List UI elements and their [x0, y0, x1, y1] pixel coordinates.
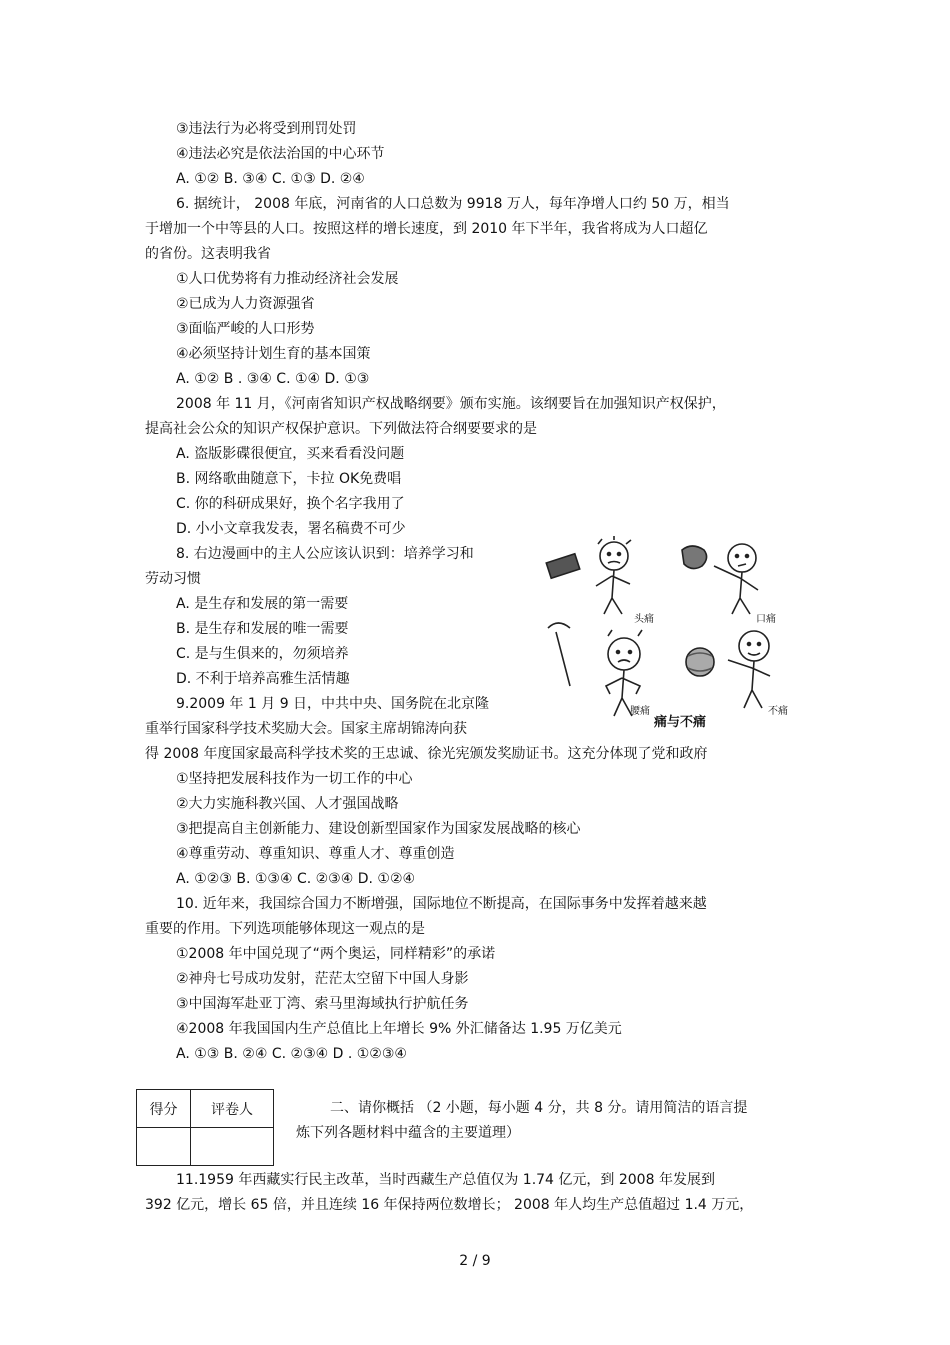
- score-table: [136, 1089, 274, 1166]
- text-line: 10. 近年来，我国综合国力不断增强，国际地位不断提高，在国际事务中发挥着越来越: [176, 896, 707, 912]
- text-line: ④2008 年我国国内生产总值比上年增长 9% 外汇储备达 1.95 万亿美元: [176, 1021, 622, 1037]
- text-line: 6. 据统计， 2008 年底，河南省的人口总数为 9918 万人，每年净增人口约 50 万，相当: [176, 196, 730, 212]
- text-line: 提高社会公众的知识产权保护意识。下列做法符合纲要要求的是: [145, 421, 537, 437]
- text-line: ④必须坚持计划生育的基本国策: [176, 346, 371, 362]
- score-header: 得分: [137, 1090, 191, 1128]
- text-line: 得 2008 年度国家最高科学技术奖的王忠诚、徐光宪颁发奖励证书。这充分体现了党和政府: [145, 746, 708, 762]
- cartoon-label-4: 不痛: [768, 706, 788, 717]
- text-line: 8. 右边漫画中的主人公应该认识到：培养学习和: [176, 546, 474, 562]
- text-line: ②大力实施科教兴国、人才强国战略: [176, 796, 399, 812]
- cartoon-label-3: 腰痛: [630, 706, 650, 717]
- text-line: 392 亿元，增长 65 倍，并且连续 16 年保持两位数增长； 2008 年人均生产总值超过 1.4 万元，: [145, 1197, 754, 1213]
- text-line: 2008 年 11 月，《河南省知识产权战略纲要》颁布实施。该纲要旨在加强知识产权保护，: [176, 396, 726, 412]
- text-line: ①坚持把发展科技作为一切工作的中心: [176, 771, 413, 787]
- text-line: A. 是生存和发展的第一需要: [176, 596, 349, 612]
- text-line: 重举行国家科学技术奖励大会。国家主席胡锦涛向获: [145, 721, 467, 737]
- text-line: 重要的作用。下列选项能够体现这一观点的是: [145, 921, 425, 937]
- text-line: 炼下列各题材料中蕴含的主要道理）: [296, 1125, 520, 1141]
- text-line: ③面临严峻的人口形势: [176, 321, 315, 337]
- radio-icon: [682, 546, 707, 569]
- cartoon-title: 痛与不痛: [654, 715, 707, 730]
- cartoon-illustration: [542, 536, 792, 732]
- text-line: A. ①② B . ③④ C. ①④ D. ①③: [176, 371, 370, 387]
- text-line: ②神舟七号成功发射，茫茫太空留下中国人身影: [176, 971, 469, 987]
- text-line: 于增加一个中等县的人口。按照这样的增长速度，到 2010 年下半年，我省将成为人口超亿: [145, 221, 708, 237]
- cartoon-label-2: 口痛: [756, 614, 776, 625]
- grader-cell[interactable]: [191, 1128, 274, 1166]
- text-line: D. 小小文章我发表，署名稿费不可少: [176, 521, 406, 537]
- text-line: 的省份。这表明我省: [145, 246, 271, 262]
- text-line: ③把提高自主创新能力、建设创新型国家作为国家发展战略的核心: [176, 821, 581, 837]
- text-line: 劳动习惯: [145, 571, 201, 587]
- text-line: C. 你的科研成果好，换个名字我用了: [176, 496, 405, 512]
- text-line: ①人口优势将有力推动经济社会发展: [176, 271, 399, 287]
- text-line: B. 网络歌曲随意下，卡拉 OK免费唱: [176, 471, 402, 487]
- score-cell[interactable]: [137, 1128, 191, 1166]
- text-line: D. 不利于培养高雅生活情趣: [176, 671, 350, 687]
- cartoon-label-1: 头痛: [634, 614, 654, 625]
- text-line: ②已成为人力资源强省: [176, 296, 315, 312]
- text-line: A. ①② B. ③④ C. ①③ D. ②④: [176, 171, 365, 187]
- text-line: C. 是与生俱来的，勿须培养: [176, 646, 349, 662]
- text-line: ③违法行为必将受到刑罚处罚: [176, 121, 357, 137]
- text-line: 9.2009 年 1 月 9 日，中共中央、国务院在北京隆: [176, 696, 490, 712]
- book-icon: [546, 554, 579, 578]
- text-line: ③中国海军赴亚丁湾、索马里海域执行护航任务: [176, 996, 469, 1012]
- text-line: 11.1959 年西藏实行民主改革，当时西藏生产总值仅为 1.74 亿元，到 2008 年发展到: [176, 1172, 715, 1188]
- page-number: 2 / 9: [459, 1253, 491, 1269]
- text-line: A. ①③ B. ②④ C. ②③④ D . ①②③④: [176, 1046, 407, 1062]
- text-line: ④违法必究是依法治国的中心环节: [176, 146, 385, 162]
- text-line: B. 是生存和发展的唯一需要: [176, 621, 349, 637]
- text-line: ④尊重劳动、尊重知识、尊重人才、尊重创造: [176, 846, 455, 862]
- grader-header: 评卷人: [191, 1090, 274, 1128]
- text-line: ①2008 年中国兑现了“两个奥运，同样精彩”的承诺: [176, 946, 496, 962]
- text-line: A. 盗版影碟很便宜，买来看看没问题: [176, 446, 405, 462]
- text-line: 二、请你概括 （2 小题，每小题 4 分，共 8 分。请用简洁的语言提: [330, 1100, 748, 1116]
- text-line: A. ①②③ B. ①③④ C. ②③④ D. ①②④: [176, 871, 416, 887]
